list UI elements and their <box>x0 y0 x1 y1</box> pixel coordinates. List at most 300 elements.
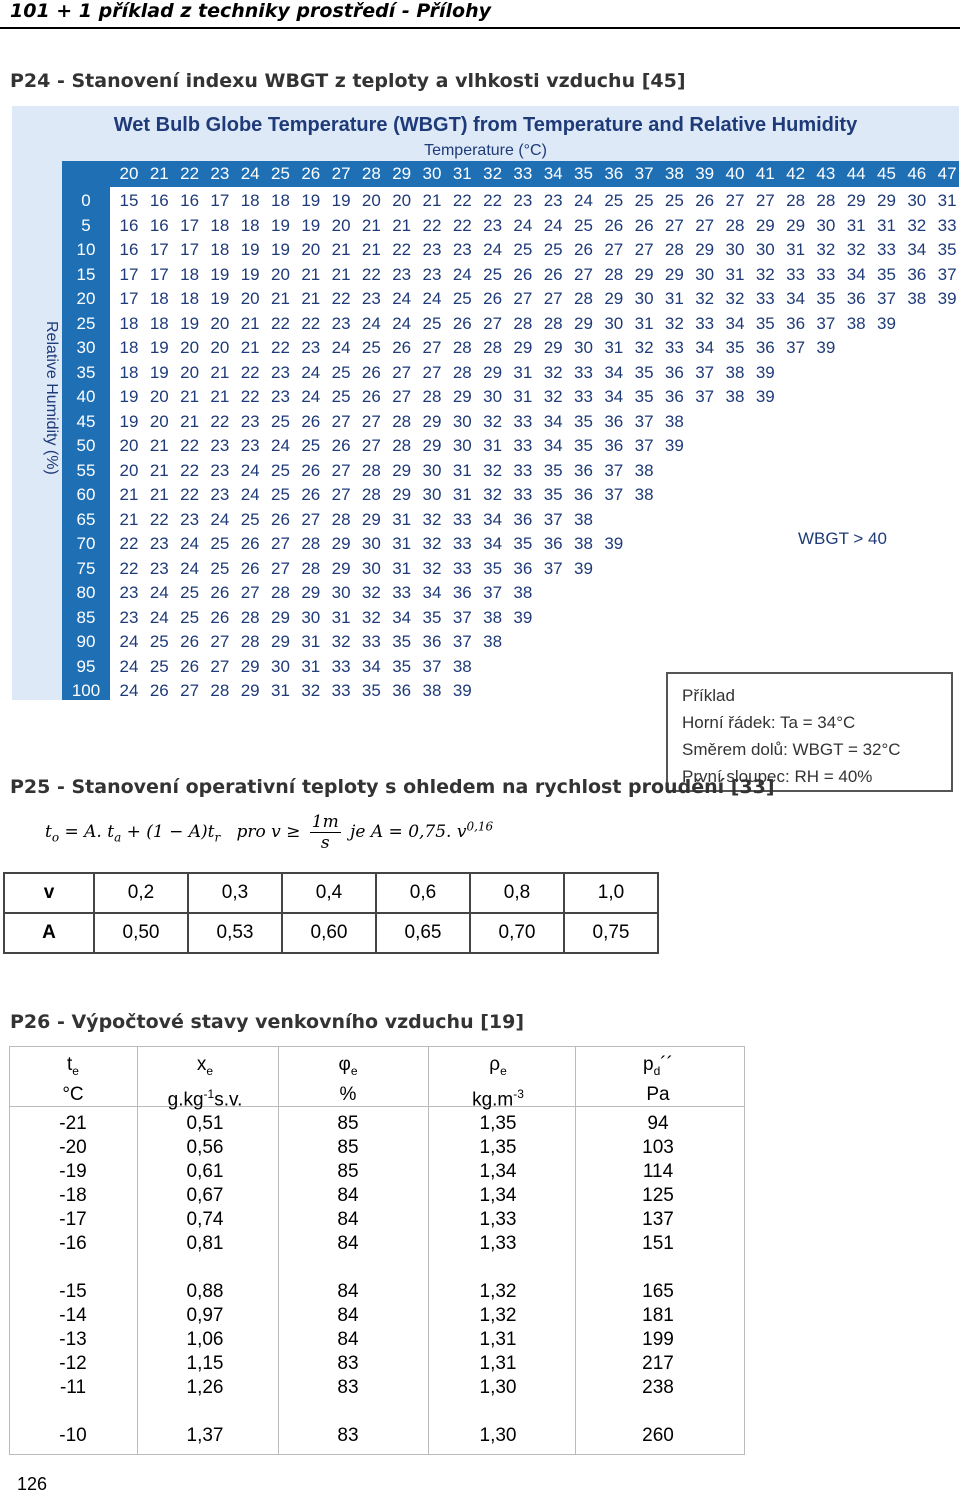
wbgt-value-cell: 28 <box>604 264 624 284</box>
wbgt-value-cell: 24 <box>180 534 200 553</box>
wbgt-value-cell: 29 <box>271 607 290 627</box>
wbgt-value-cell: 22 <box>210 411 230 431</box>
wbgt-value-cell: 34 <box>695 338 715 357</box>
temperature-header-cell: 46 <box>907 164 927 183</box>
wbgt-value-cell: 30 <box>604 313 624 333</box>
wbgt-value-cell: 23 <box>422 240 442 259</box>
wbgt-value-cell: 28 <box>452 338 472 357</box>
wbgt-value-cell: 33 <box>937 215 957 235</box>
wbgt-value-cell: 28 <box>725 215 745 235</box>
wbgt-value-cell: 27 <box>392 387 412 406</box>
v-value: 1,0 <box>564 873 658 913</box>
wbgt-value-cell: 22 <box>240 362 260 382</box>
wbgt-value-cell: 23 <box>119 607 139 627</box>
wbgt-value-cell: 32 <box>483 485 503 504</box>
a-label: A <box>4 913 94 953</box>
wbgt-value-cell: 37 <box>877 289 896 308</box>
wbgt-value-cell: 34 <box>604 387 624 406</box>
formula-exponent: 0,16 <box>466 819 494 834</box>
wbgt-value-cell: 39 <box>755 387 775 406</box>
wbgt-value-cell: 23 <box>483 215 503 235</box>
wbgt-value-cell: 27 <box>331 485 351 504</box>
v-value: 0,3 <box>188 873 282 913</box>
wbgt-value-cell: 20 <box>119 460 139 480</box>
wbgt-value-cell: 36 <box>543 534 563 553</box>
wbgt-value-cell: 38 <box>725 387 745 406</box>
wbgt-value-cell: 33 <box>452 534 472 553</box>
wbgt-value-cell: 33 <box>331 656 351 676</box>
wbgt-value-cell: 33 <box>513 436 533 455</box>
wbgt-value-cell: 34 <box>361 656 381 676</box>
wbgt-value-cell: 35 <box>755 313 775 333</box>
wbgt-value-cell: 38 <box>846 313 866 333</box>
wbgt-value-cell: 17 <box>149 240 169 259</box>
wbgt-value-cell: 24 <box>149 583 169 602</box>
wbgt-value-cell: 30 <box>695 264 715 284</box>
wbgt-value-cell: 25 <box>331 362 351 382</box>
wbgt-value-cell: 38 <box>907 289 927 308</box>
v-label: v <box>4 873 94 913</box>
wbgt-value-cell: 24 <box>452 264 472 284</box>
wbgt-value-cell: 28 <box>664 240 684 259</box>
table-cell: 0,51 <box>186 1113 224 1134</box>
wbgt-value-cell: 30 <box>725 240 745 259</box>
wbgt-value-cell: 17 <box>180 240 200 259</box>
wbgt-value-cell: 30 <box>331 583 351 602</box>
wbgt-value-cell: 25 <box>301 436 321 455</box>
table-cell: 1,34 <box>479 1161 517 1182</box>
table-cell: 1,30 <box>479 1425 517 1446</box>
wbgt-value-cell: 25 <box>361 338 381 357</box>
wbgt-value-cell: 21 <box>331 240 351 259</box>
wbgt-value-cell: 19 <box>240 240 260 259</box>
wbgt-value-cell: 32 <box>301 681 321 700</box>
wbgt-value-cell: 24 <box>392 313 412 333</box>
table-cell: 1,33 <box>479 1209 517 1230</box>
wbgt-value-cell: 32 <box>846 240 866 259</box>
table-cell: -15 <box>59 1281 87 1302</box>
wbgt-value-cell: 38 <box>634 460 654 480</box>
wbgt-value-cell: 24 <box>331 338 351 357</box>
wbgt-value-cell: 36 <box>604 411 624 431</box>
wbgt-value-cell: 29 <box>574 313 593 333</box>
example-line: Příklad <box>682 686 735 705</box>
table-cell: 1,31 <box>479 1353 517 1374</box>
wbgt-value-cell: 26 <box>240 534 260 553</box>
wbgt-value-cell: 28 <box>271 583 290 602</box>
temperature-header-cell: 36 <box>604 164 624 183</box>
wbgt-value-cell: 32 <box>483 411 503 431</box>
humidity-header-cell: 30 <box>76 338 96 357</box>
wbgt-value-cell: 38 <box>452 656 472 676</box>
wbgt-value-cell: 28 <box>816 191 836 210</box>
wbgt-value-cell: 26 <box>604 215 624 235</box>
wbgt-over-label: WBGT > 40 <box>798 529 887 548</box>
wbgt-value-cell: 29 <box>604 289 624 308</box>
wbgt-value-cell: 24 <box>392 289 412 308</box>
temperature-header-cell: 21 <box>149 164 169 183</box>
wbgt-value-cell: 31 <box>392 558 412 578</box>
wbgt-value-cell: 27 <box>604 240 624 259</box>
wbgt-value-cell: 22 <box>180 460 200 480</box>
table-cell: 151 <box>642 1233 674 1254</box>
table-cell: -13 <box>59 1329 87 1350</box>
wbgt-value-cell: 16 <box>180 191 200 210</box>
wbgt-value-cell: 33 <box>695 313 715 333</box>
wbgt-value-cell: 23 <box>361 289 381 308</box>
wbgt-value-cell: 27 <box>361 411 381 431</box>
temperature-header-cell: 23 <box>210 164 230 183</box>
wbgt-value-cell: 32 <box>907 215 927 235</box>
humidity-header-cell: 0 <box>81 191 91 210</box>
p24-title: P24 - Stanovení indexu WBGT z teploty a vlhkosti vzduchu [45] <box>10 70 686 92</box>
wbgt-value-cell: 20 <box>240 289 260 308</box>
wbgt-value-cell: 22 <box>271 313 290 333</box>
wbgt-value-cell: 37 <box>634 436 654 455</box>
wbgt-value-cell: 30 <box>452 436 472 455</box>
table-cell: 84 <box>337 1233 359 1254</box>
wbgt-value-cell: 30 <box>452 411 472 431</box>
wbgt-value-cell: 16 <box>119 215 139 235</box>
wbgt-chart-title: Wet Bulb Globe Temperature (WBGT) from Temperature and Relative Humidity <box>113 114 858 136</box>
wbgt-value-cell: 31 <box>664 289 684 308</box>
wbgt-value-cell: 26 <box>634 215 654 235</box>
wbgt-value-cell: 33 <box>452 509 472 529</box>
table-cell: 83 <box>337 1425 359 1446</box>
wbgt-value-cell: 27 <box>210 632 230 651</box>
wbgt-value-cell: 28 <box>331 509 351 529</box>
table-cell: 181 <box>642 1305 674 1326</box>
v-value: 0,2 <box>94 873 188 913</box>
wbgt-value-cell: 19 <box>149 338 169 357</box>
wbgt-value-cell: 30 <box>422 485 442 504</box>
wbgt-value-cell: 32 <box>422 558 442 578</box>
table-cell: 84 <box>337 1281 359 1302</box>
wbgt-value-cell: 37 <box>695 387 715 406</box>
wbgt-value-cell: 27 <box>240 583 260 602</box>
wbgt-value-cell: 25 <box>543 240 563 259</box>
formula-part3: je A = 0,75. v <box>350 822 467 842</box>
wbgt-value-cell: 23 <box>119 583 139 602</box>
wbgt-value-cell: 28 <box>392 411 412 431</box>
v-value: 0,4 <box>282 873 376 913</box>
wbgt-value-cell: 39 <box>937 289 957 308</box>
wbgt-value-cell: 35 <box>392 656 412 676</box>
table-cell: 165 <box>642 1281 674 1302</box>
wbgt-value-cell: 36 <box>846 289 866 308</box>
humidity-header-cell: 45 <box>76 411 96 431</box>
wbgt-value-cell: 21 <box>210 387 230 406</box>
wbgt-value-cell: 28 <box>543 313 563 333</box>
wbgt-value-cell: 24 <box>422 289 442 308</box>
wbgt-value-cell: 38 <box>634 485 654 504</box>
page-header: 101 + 1 příklad z techniky prostředí - Přílohy <box>10 0 492 22</box>
wbgt-value-cell: 21 <box>422 191 442 210</box>
wbgt-value-cell: 36 <box>574 460 593 480</box>
wbgt-value-cell: 22 <box>452 191 472 210</box>
wbgt-value-cell: 31 <box>452 460 472 480</box>
wbgt-value-cell: 26 <box>695 191 715 210</box>
humidity-header-cell: 95 <box>76 656 96 676</box>
table-cell: 84 <box>337 1305 359 1326</box>
coefficient-row <box>4 913 658 953</box>
wbgt-value-cell: 33 <box>361 632 381 651</box>
wbgt-value-cell: 35 <box>877 264 896 284</box>
wbgt-value-cell: 26 <box>180 632 200 651</box>
wbgt-value-cell: 21 <box>240 313 260 333</box>
wbgt-value-cell: 24 <box>361 313 381 333</box>
wbgt-value-cell: 20 <box>119 436 139 455</box>
wbgt-value-cell: 31 <box>331 607 351 627</box>
wbgt-value-cell: 32 <box>361 583 381 602</box>
wbgt-value-cell: 35 <box>422 607 442 627</box>
wbgt-value-cell: 20 <box>331 215 351 235</box>
wbgt-value-cell: 18 <box>240 215 260 235</box>
humidity-header-cell: 40 <box>76 387 96 406</box>
wbgt-value-cell: 19 <box>240 264 260 284</box>
wbgt-value-cell: 29 <box>543 338 563 357</box>
wbgt-value-cell: 32 <box>361 607 381 627</box>
a-value: 0,65 <box>376 913 470 953</box>
wbgt-value-cell: 25 <box>271 411 290 431</box>
p26-title: P26 - Výpočtové stavy venkovního vzduchu [19] <box>10 1011 525 1033</box>
wbgt-value-cell: 21 <box>180 387 200 406</box>
wbgt-value-cell: 33 <box>786 264 806 284</box>
wbgt-value-cell: 33 <box>513 485 533 504</box>
wbgt-value-cell: 27 <box>634 240 654 259</box>
wbgt-value-cell: 20 <box>210 338 230 357</box>
wbgt-value-cell: 23 <box>210 485 230 504</box>
wbgt-value-cell: 26 <box>543 264 563 284</box>
wbgt-value-cell: 23 <box>240 411 260 431</box>
wbgt-value-cell: 36 <box>907 264 927 284</box>
wbgt-value-cell: 31 <box>786 240 806 259</box>
wbgt-value-cell: 28 <box>422 387 442 406</box>
temperature-header-cell: 25 <box>271 164 290 183</box>
wbgt-value-cell: 29 <box>301 583 321 602</box>
humidity-header-cell: 90 <box>76 632 96 651</box>
humidity-header-cell: 35 <box>76 362 96 382</box>
wbgt-value-cell: 20 <box>301 240 321 259</box>
wbgt-value-cell: 15 <box>119 191 139 210</box>
wbgt-value-cell: 28 <box>361 485 381 504</box>
wbgt-value-cell: 33 <box>574 362 593 382</box>
humidity-header-cell: 75 <box>76 558 96 578</box>
wbgt-value-cell: 28 <box>786 191 806 210</box>
wbgt-value-cell: 22 <box>119 534 139 553</box>
wbgt-value-cell: 26 <box>331 436 351 455</box>
wbgt-value-cell: 22 <box>180 436 200 455</box>
wbgt-value-cell: 32 <box>543 387 563 406</box>
wbgt-value-cell: 32 <box>543 362 563 382</box>
wbgt-value-cell: 37 <box>543 509 563 529</box>
wbgt-value-cell: 29 <box>483 362 503 382</box>
wbgt-value-cell: 18 <box>149 313 169 333</box>
wbgt-value-cell: 18 <box>210 215 230 235</box>
humidity-header-cell: 100 <box>71 681 101 700</box>
header-separator <box>10 1106 744 1107</box>
table-cell: -14 <box>59 1305 87 1326</box>
wbgt-value-cell: 34 <box>907 240 927 259</box>
humidity-header-cell: 60 <box>76 485 96 504</box>
formula-denominator: s <box>320 833 330 853</box>
wbgt-value-cell: 25 <box>210 558 230 578</box>
table-cell: -11 <box>59 1377 87 1398</box>
table-cell: -12 <box>59 1353 87 1374</box>
humidity-header-cell: 50 <box>76 436 96 455</box>
wbgt-value-cell: 24 <box>240 485 260 504</box>
wbgt-value-cell: 31 <box>604 338 624 357</box>
wbgt-value-cell: 32 <box>331 632 351 651</box>
humidity-header-cell: 20 <box>76 289 96 308</box>
table-cell: 1,31 <box>479 1329 517 1350</box>
table-cell: 238 <box>642 1377 674 1398</box>
wbgt-value-cell: 21 <box>119 485 139 504</box>
wbgt-value-cell: 31 <box>392 534 412 553</box>
wbgt-value-cell: 23 <box>392 264 412 284</box>
wbgt-value-cell: 36 <box>422 632 442 651</box>
wbgt-value-cell: 23 <box>422 264 442 284</box>
wbgt-value-cell: 27 <box>664 215 684 235</box>
wbgt-value-cell: 28 <box>301 558 321 578</box>
wbgt-value-cell: 39 <box>452 681 472 700</box>
wbgt-value-cell: 22 <box>361 264 381 284</box>
column-separator <box>428 1047 429 1454</box>
wbgt-value-cell: 24 <box>119 656 139 676</box>
wbgt-value-cell: 29 <box>331 558 351 578</box>
wbgt-value-cell: 20 <box>180 362 200 382</box>
wbgt-value-cell: 29 <box>240 681 260 700</box>
wbgt-value-cell: 27 <box>513 289 533 308</box>
wbgt-value-cell: 27 <box>725 191 745 210</box>
wbgt-value-cell: 37 <box>452 607 472 627</box>
wbgt-value-cell: 33 <box>452 558 472 578</box>
wbgt-value-cell: 27 <box>301 509 321 529</box>
wbgt-value-cell: 23 <box>271 362 290 382</box>
wbgt-value-cell: 36 <box>664 362 684 382</box>
wbgt-grid <box>62 161 959 700</box>
table-cell: -21 <box>59 1113 87 1134</box>
wbgt-value-cell: 36 <box>755 338 775 357</box>
wbgt-value-cell: 36 <box>392 681 412 700</box>
wbgt-value-cell: 37 <box>786 338 806 357</box>
wbgt-value-cell: 20 <box>210 313 230 333</box>
temperature-header-cell: 37 <box>634 164 654 183</box>
temperature-axis-label: Temperature (°C) <box>424 142 547 159</box>
wbgt-value-cell: 25 <box>149 632 169 651</box>
wbgt-value-cell: 26 <box>271 509 290 529</box>
wbgt-value-cell: 39 <box>755 362 775 382</box>
table-cell: 1,30 <box>479 1377 517 1398</box>
table-cell: 0,81 <box>186 1233 224 1254</box>
temperature-header-cell: 42 <box>786 164 806 183</box>
wbgt-value-cell: 31 <box>301 656 321 676</box>
wbgt-value-cell: 18 <box>271 191 290 210</box>
wbgt-value-cell: 31 <box>846 215 866 235</box>
wbgt-value-cell: 28 <box>210 681 230 700</box>
wbgt-value-cell: 32 <box>422 509 442 529</box>
wbgt-value-cell: 18 <box>180 264 200 284</box>
wbgt-value-cell: 26 <box>452 313 472 333</box>
wbgt-value-cell: 34 <box>846 264 866 284</box>
wbgt-value-cell: 17 <box>119 289 139 308</box>
wbgt-value-cell: 29 <box>361 509 381 529</box>
wbgt-value-cell: 31 <box>483 436 503 455</box>
wbgt-value-cell: 33 <box>755 289 775 308</box>
wbgt-value-cell: 29 <box>452 387 472 406</box>
wbgt-value-cell: 35 <box>725 338 745 357</box>
wbgt-value-cell: 25 <box>634 191 654 210</box>
wbgt-value-cell: 27 <box>695 215 715 235</box>
wbgt-value-cell: 36 <box>513 558 533 578</box>
v-value: 0,8 <box>470 873 564 913</box>
wbgt-value-cell: 21 <box>331 264 351 284</box>
wbgt-value-cell: 22 <box>119 558 139 578</box>
wbgt-value-cell: 22 <box>149 509 169 529</box>
column-header: $t_e$ °C <box>62 1054 84 1105</box>
wbgt-value-cell: 34 <box>483 509 503 529</box>
wbgt-value-cell: 21 <box>361 240 381 259</box>
table-cell: -16 <box>59 1233 87 1254</box>
wbgt-value-cell: 23 <box>180 509 200 529</box>
wbgt-value-cell: 25 <box>483 264 503 284</box>
wbgt-value-cell: 19 <box>210 289 230 308</box>
formula-to: t <box>45 822 52 842</box>
wbgt-value-cell: 38 <box>483 607 503 627</box>
wbgt-value-cell: 34 <box>543 411 563 431</box>
wbgt-value-cell: 28 <box>513 313 533 333</box>
table-cell: 0,61 <box>186 1161 224 1182</box>
temperature-header-cell: 20 <box>119 164 139 183</box>
velocity-row <box>4 873 658 913</box>
wbgt-value-cell: 29 <box>271 632 290 651</box>
wbgt-value-cell: 28 <box>240 607 260 627</box>
wbgt-value-cell: 24 <box>483 240 503 259</box>
table-cell: 83 <box>337 1353 359 1374</box>
wbgt-value-cell: 34 <box>604 362 624 382</box>
wbgt-value-cell: 34 <box>725 313 745 333</box>
wbgt-value-cell: 34 <box>786 289 806 308</box>
wbgt-value-cell: 22 <box>483 191 503 210</box>
wbgt-value-cell: 25 <box>180 607 200 627</box>
temperature-header-cell: 31 <box>452 164 472 183</box>
wbgt-value-cell: 38 <box>422 681 442 700</box>
humidity-header-cell: 65 <box>76 509 96 529</box>
wbgt-value-cell: 24 <box>180 558 200 578</box>
temperature-header-cell: 45 <box>877 164 896 183</box>
wbgt-value-cell: 28 <box>483 338 503 357</box>
wbgt-value-cell: 25 <box>513 240 533 259</box>
example-line: Směrem dolů: WBGT = 32°C <box>682 740 901 759</box>
wbgt-value-cell: 37 <box>422 656 442 676</box>
wbgt-value-cell: 27 <box>543 289 563 308</box>
table-cell: 199 <box>642 1329 674 1350</box>
wbgt-value-cell: 21 <box>210 362 230 382</box>
column-header: $\rho_e$ $kg.m^{-3}$ <box>472 1054 524 1111</box>
wbgt-value-cell: 35 <box>816 289 836 308</box>
wbgt-value-cell: 22 <box>392 240 412 259</box>
page-number: 126 <box>17 1474 48 1494</box>
wbgt-value-cell: 17 <box>119 264 139 284</box>
table-cell: -18 <box>59 1185 87 1206</box>
table-cell: 84 <box>337 1209 359 1230</box>
wbgt-value-cell: 19 <box>271 215 290 235</box>
wbgt-value-cell: 33 <box>513 411 533 431</box>
wbgt-value-cell: 24 <box>149 607 169 627</box>
wbgt-value-cell: 30 <box>816 215 836 235</box>
wbgt-value-cell: 26 <box>574 240 593 259</box>
wbgt-value-cell: 21 <box>180 411 200 431</box>
